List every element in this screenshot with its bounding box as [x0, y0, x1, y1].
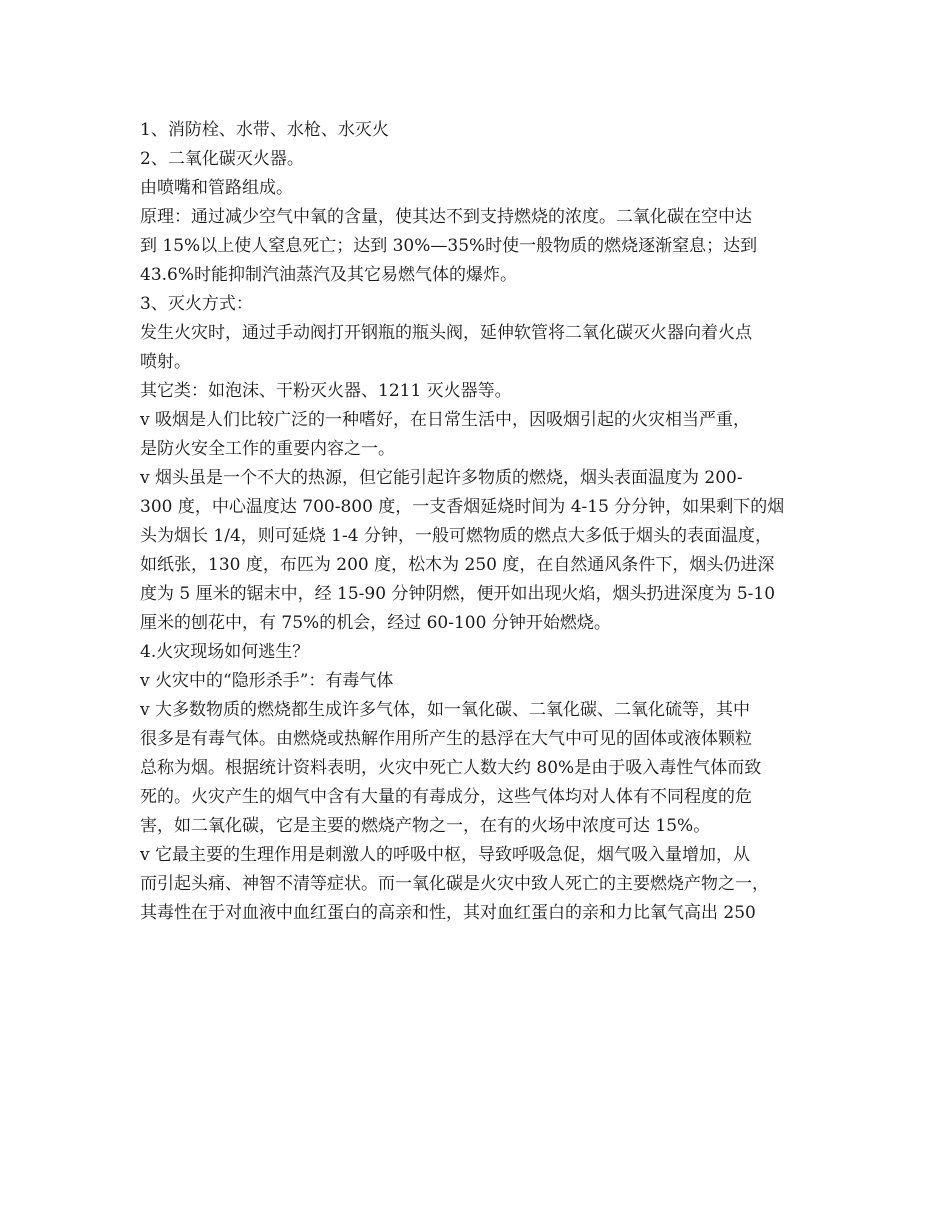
- text-line: 很多是有毒气体。由燃烧或热解作用所产生的悬浮在大气中可见的固体或液体颗粒: [140, 729, 752, 749]
- text-line: v 它最主要的生理作用是刺激人的呼吸中枢，导致呼吸急促，烟气吸入量增加，从: [140, 845, 751, 865]
- text-line: 43.6%时能抑制汽油蒸汽及其它易燃气体的爆炸。: [140, 265, 518, 285]
- text-line: v 烟头虽是一个不大的热源，但它能引起许多物质的燃烧，烟头表面温度为 200-: [140, 468, 743, 488]
- text-line: 由喷嘴和管路组成。: [140, 178, 293, 198]
- text-line: 而引起头痛、神智不清等症状。而一氧化碳是火灾中致人死亡的主要燃烧产物之一，: [140, 874, 769, 894]
- text-line: 死的。火灾产生的烟气中含有大量的有毒成分，这些气体均对人体有不同程度的危: [140, 787, 752, 807]
- text-line: 2、二氧化碳灭火器。: [140, 149, 304, 169]
- text-line: v 火灾中的“隐形杀手”：有毒气体: [140, 671, 394, 691]
- text-line: 害，如二氧化碳，它是主要的燃烧产物之一，在有的火场中浓度可达 15%。: [140, 816, 711, 836]
- text-line: 3、灭火方式：: [140, 294, 253, 314]
- text-line: 头为烟长 1/4，则可延烧 1-4 分钟，一般可燃物质的燃点大多低于烟头的表面温度，: [140, 526, 772, 546]
- text-line: 300 度，中心温度达 700-800 度，一支香烟延烧时间为 4-15 分分钟，如果剩下的烟: [140, 497, 785, 517]
- text-line: 其它类：如泡沫、干粉灭火器、1211 灭火器等。: [140, 381, 512, 401]
- text-line: 1、消防栓、水带、水枪、水灭火: [140, 120, 389, 140]
- text-line: 4.火灾现场如何逃生？: [140, 642, 310, 662]
- text-line: 厘米的刨花中，有 75%的机会，经过 60-100 分钟开始燃烧。: [140, 613, 611, 633]
- text-line: v 大多数物质的燃烧都生成许多气体，如一氧化碳、二氧化碳、二氧化硫等，其中: [140, 700, 751, 720]
- text-line: 喷射。: [140, 352, 191, 372]
- text-line: v 吸烟是人们比较广泛的一种嗜好，在日常生活中，因吸烟引起的火灾相当严重，: [140, 410, 751, 430]
- text-line: 发生火灾时，通过手动阀打开钢瓶的瓶头阀，延伸软管将二氧化碳灭火器向着火点: [140, 323, 752, 343]
- text-line: 其毒性在于对血液中血红蛋白的高亲和性，其对血红蛋白的亲和力比氧气高出 250: [140, 903, 756, 923]
- text-line: 是防火安全工作的重要内容之一。: [140, 439, 395, 459]
- text-line: 原理：通过减少空气中氧的含量，使其达不到支持燃烧的浓度。二氧化碳在空中达: [140, 207, 752, 227]
- text-line: 总称为烟。根据统计资料表明，火灾中死亡人数大约 80%是由于吸入毒性气体而致: [140, 758, 762, 778]
- document-body: [140, 116, 830, 928]
- text-line: 度为 5 厘米的锯末中，经 15-90 分钟阴燃，便开如出现火焰，烟头扔进深度为 5-10: [140, 584, 776, 604]
- text-line: 到 15%以上使人窒息死亡；达到 30%—35%时使一般物质的燃烧逐渐窒息；达到: [140, 236, 758, 256]
- text-line: 如纸张，130 度，布匹为 200 度，松木为 250 度，在自然通风条件下，烟头仍进深: [140, 555, 775, 575]
